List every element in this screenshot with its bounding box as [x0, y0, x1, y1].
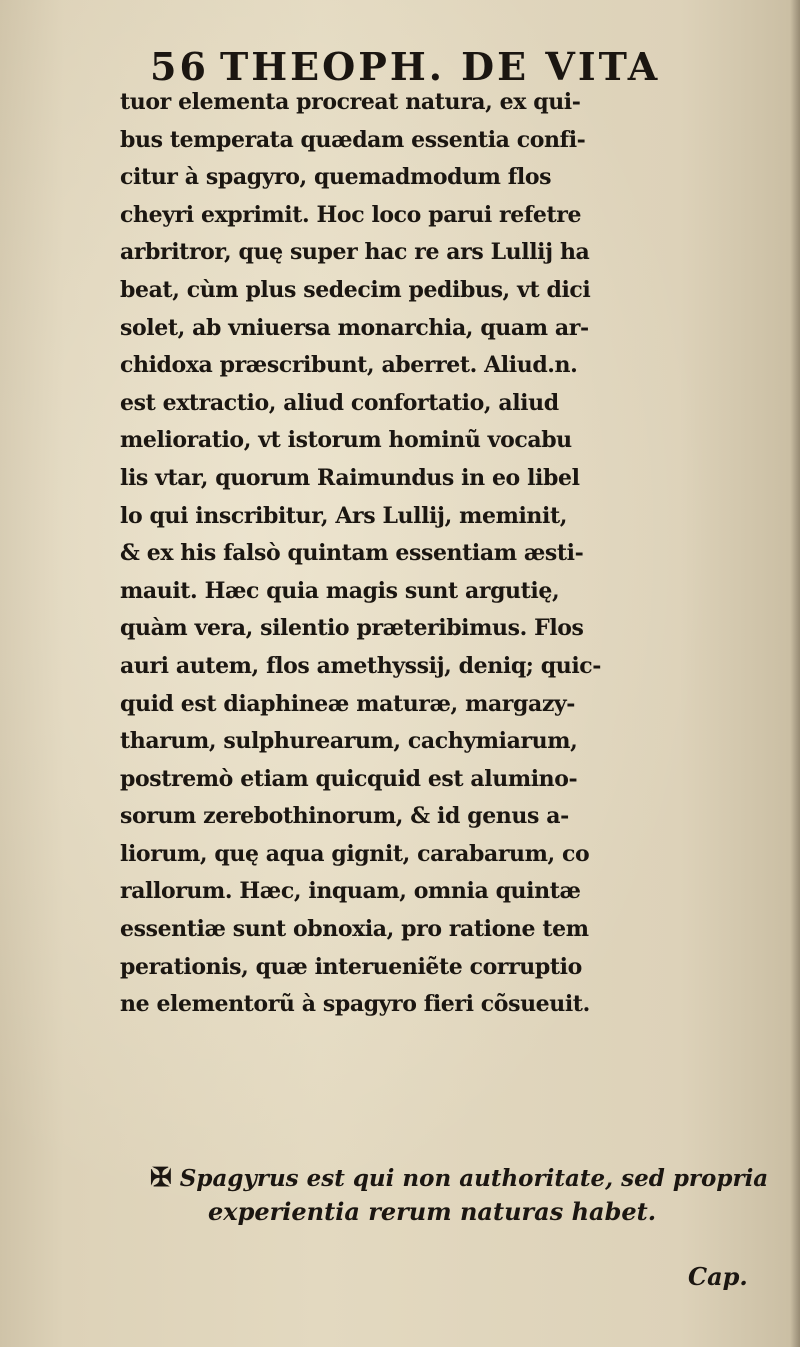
footnote-line: experientia rerum naturas habet.	[208, 1197, 657, 1226]
body-text	[120, 84, 780, 1024]
text-line: citur à spagyro, quemadmodum flos	[120, 164, 552, 191]
text-line: postremò etiam quicquid est alumino-	[120, 765, 578, 792]
text-line: quàm vera, silentio præteribimus. Flos	[120, 615, 584, 642]
text-line: melioratio, vt istorum hominũ vocabu	[120, 427, 572, 454]
text-line: est extractio, aliud confortatio, aliud	[120, 389, 559, 416]
text-line: bus temperata quædam essentia confi-	[120, 126, 586, 153]
text-line: chidoxa præscribunt, aberret. Aliud.n.	[120, 352, 578, 379]
text-line: & ex his falsò quintam essentiam æsti-	[120, 540, 584, 567]
page-edge-shadow	[790, 0, 800, 1347]
text-line: arbritror, quę super hac re ars Lullij ha	[120, 239, 590, 266]
text-line: auri autem, flos amethyssij, deniq; quic-	[120, 652, 602, 679]
footnote-mark: ✠	[150, 1163, 172, 1193]
text-line: tuor elementa procreat natura, ex qui-	[120, 89, 581, 115]
text-line: rallorum. Hæc, inquam, omnia quintæ	[120, 878, 581, 905]
running-title: THEOPH. DE VITA	[220, 44, 661, 89]
page-number: 56	[150, 44, 209, 89]
text-line: perationis, quæ interueniẽte corruptio	[120, 953, 582, 980]
footnote-text: Spagyrus est qui non authoritate, sed propria	[179, 1165, 769, 1192]
catchword: Cap.	[688, 1262, 748, 1291]
text-line: cheyri exprimit. Hoc loco parui refetre	[120, 201, 582, 228]
footnote	[150, 1162, 770, 1228]
text-line: tharum, sulphurearum, cachymiarum,	[120, 728, 578, 755]
text-line: lo qui inscribitur, Ars Lullij, meminit,	[120, 502, 567, 529]
text-line: liorum, quę aqua gignit, carabarum, co	[120, 840, 590, 867]
text-line: essentiæ sunt obnoxia, pro ratione tem	[120, 916, 589, 943]
text-line: beat, cùm plus sedecim pedibus, vt dici	[120, 276, 591, 303]
text-line: mauit. Hæc quia magis sunt argutię,	[120, 577, 560, 604]
text-line: lis vtar, quorum Raimundus in eo libel	[120, 464, 580, 491]
text-line: ne elementorũ à spagyro fieri cõsueuit.	[120, 991, 590, 1018]
text-line: solet, ab vniuersa monarchia, quam ar-	[120, 314, 589, 341]
footnote-line	[150, 1162, 770, 1195]
text-line: quid est diaphineæ maturæ, margazy-	[120, 690, 576, 717]
text-line: sorum zerebothinorum, & id genus a-	[120, 803, 569, 830]
